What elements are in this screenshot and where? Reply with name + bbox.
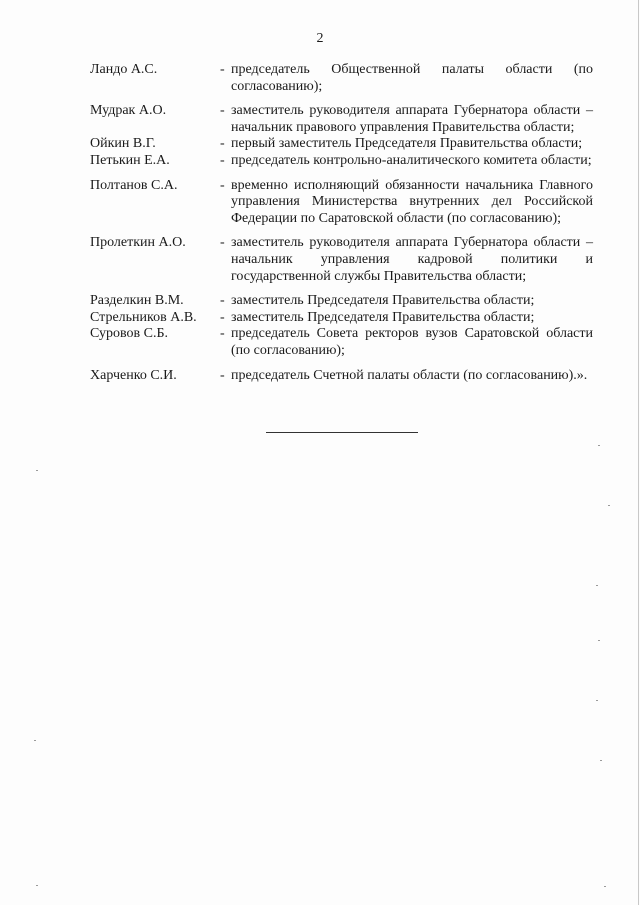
member-name: Мудрак А.О. xyxy=(90,103,167,119)
member-list xyxy=(90,62,593,384)
member-name: Ойкин В.Г. xyxy=(90,136,156,152)
member-dash: - xyxy=(220,293,225,309)
page-number: 2 xyxy=(316,31,324,46)
list-item xyxy=(90,178,593,228)
scan-edge xyxy=(638,0,639,905)
scan-speck xyxy=(596,700,598,701)
scan-speck xyxy=(34,740,36,741)
scan-speck xyxy=(598,445,600,446)
scan-speck xyxy=(596,585,598,586)
member-role: первый заместитель Председателя Правительства области; xyxy=(231,136,583,152)
member-dash: - xyxy=(220,235,225,251)
list-item xyxy=(90,293,593,310)
member-role: председатель контрольно-аналитического комитета области; xyxy=(231,152,592,168)
member-role: председатель Счетной палаты области (по согласованию).». xyxy=(231,367,588,383)
scan-speck xyxy=(36,885,38,886)
member-name: Пролеткин А.О. xyxy=(90,235,186,251)
list-item xyxy=(90,235,593,285)
member-dash: - xyxy=(220,177,225,193)
member-role: председатель Совета ректоров вузов Саратовской области (по согласованию); xyxy=(231,326,593,358)
scan-speck xyxy=(608,505,610,506)
member-role: председатель Общественной палаты области (по согласованию); xyxy=(231,62,593,94)
member-name: Разделкин В.М. xyxy=(90,293,184,309)
member-dash: - xyxy=(220,62,225,77)
list-item xyxy=(90,103,593,136)
member-dash: - xyxy=(220,152,225,168)
member-name: Суровов С.Б. xyxy=(90,326,168,342)
member-dash: - xyxy=(220,136,225,152)
member-name: Ландо А.С. xyxy=(90,62,158,77)
list-item xyxy=(90,368,593,385)
member-name: Петькин Е.А. xyxy=(90,152,170,168)
member-role: заместитель Председателя Правительства области; xyxy=(231,309,535,325)
scan-speck xyxy=(600,760,602,761)
list-item xyxy=(90,62,593,95)
closing-divider xyxy=(266,432,418,433)
member-name: Стрельников А.В. xyxy=(90,309,197,325)
scan-speck xyxy=(598,640,600,641)
member-dash: - xyxy=(220,367,225,383)
list-item xyxy=(90,153,593,170)
list-item xyxy=(90,136,593,153)
list-item xyxy=(90,326,593,359)
list-item xyxy=(90,310,593,327)
member-dash: - xyxy=(220,103,225,119)
member-dash: - xyxy=(220,326,225,342)
member-dash: - xyxy=(220,309,225,325)
scan-speck xyxy=(36,470,38,471)
member-role: временно исполняющий обязанности начальника Главного управления Министерства внутренних дел Российской Федерации по Саратовской области (по согласованию); xyxy=(231,177,593,226)
member-role: заместитель руководителя аппарата Губернатора области – начальник правового управления Правительства области; xyxy=(231,103,593,135)
member-role: заместитель Председателя Правительства области; xyxy=(231,293,535,309)
scan-speck xyxy=(604,886,606,887)
member-name: Полтанов С.А. xyxy=(90,177,178,193)
member-name: Харченко С.И. xyxy=(90,367,177,383)
member-role: заместитель руководителя аппарата Губернатора области – начальник управления кадровой политики и государственной службы Правительства области; xyxy=(231,235,593,284)
